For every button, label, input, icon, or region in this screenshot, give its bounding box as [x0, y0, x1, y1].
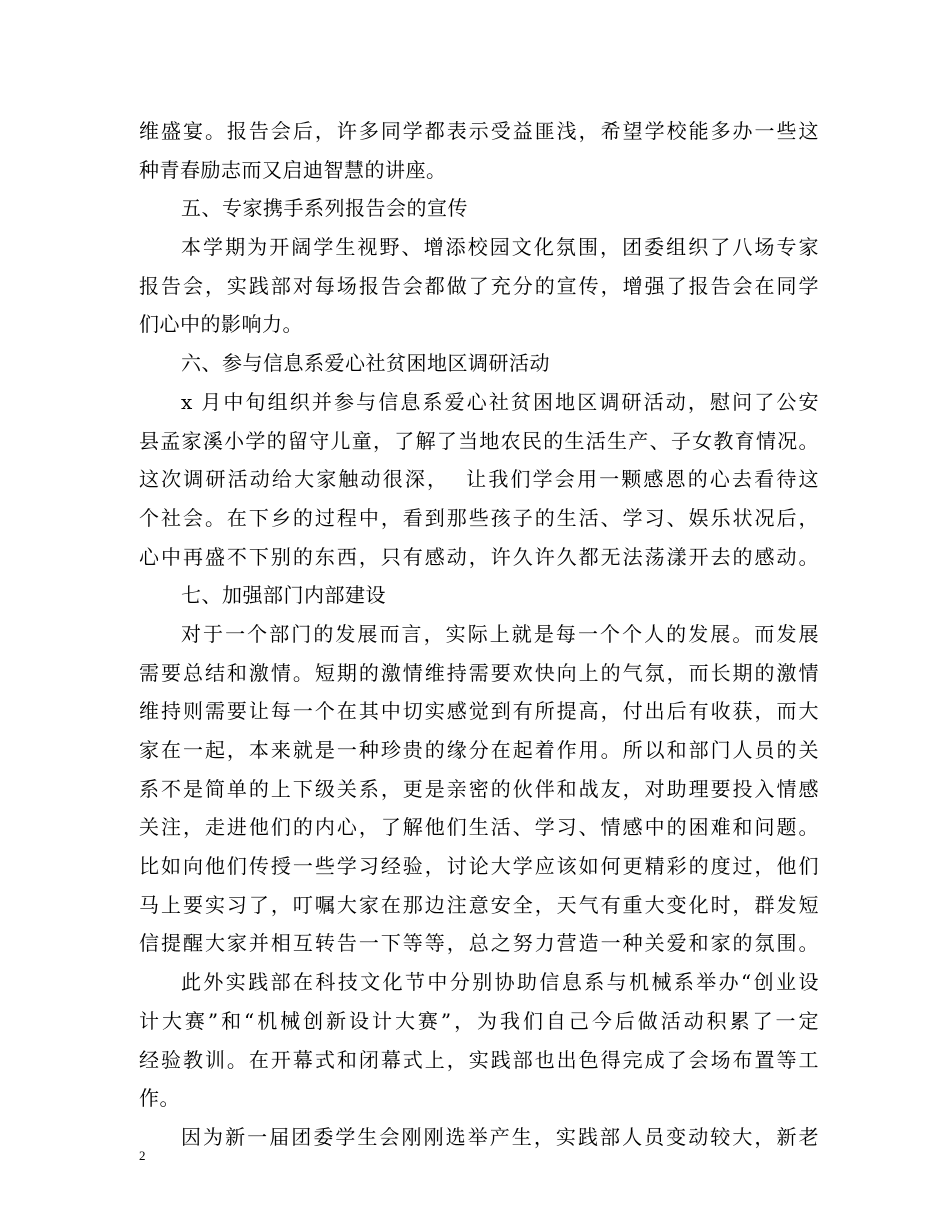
text-line: x 月中旬组织并参与信息系爱心社贫困地区调研活动，慰问了公安	[181, 389, 819, 414]
text-line: 维盛宴。报告会后，许多同学都表示受益匪浅，希望学校能多办一些这	[139, 119, 819, 143]
text-line: 关注，走进他们的内心，了解他们生活、学习、情感中的困难和问题。	[139, 815, 819, 840]
text-line: 系不是简单的上下级关系，更是亲密的伙伴和战友，对助理要投入情感	[139, 776, 819, 801]
text-line: 需要总结和激情。短期的激情维持需要欢快向上的气氛，而长期的激情	[139, 660, 819, 685]
text-line: 维持则需要让每一个在其中切实感觉到有所提高，付出后有收获，而大	[139, 699, 819, 724]
text-line: 作。	[139, 1086, 180, 1111]
text-line: 经验教训。在开幕式和闭幕式上，实践部也出色得完成了会场布置等工	[139, 1047, 819, 1072]
text-line: 计大赛”和“机械创新设计大赛”，为我们自己今后做活动积累了一定	[139, 1008, 819, 1033]
text-line: 们心中的影响力。	[139, 312, 303, 337]
page-number: 2	[139, 1148, 146, 1163]
text-line: 这次调研活动给大家触动很深， 让我们学会用一颗感恩的心去看待这	[139, 467, 819, 492]
section-heading: 六、参与信息系爱心社贫困地区调研活动	[181, 351, 550, 376]
section-heading: 五、专家携手系列报告会的宣传	[181, 196, 468, 221]
text-line: 县孟家溪小学的留守儿童，了解了当地农民的生活生产、子女教育情况。	[139, 428, 819, 453]
text-line: 报告会，实践部对每场报告会都做了充分的宣传，增强了报告会在同学	[139, 273, 819, 298]
body-text	[139, 112, 819, 1157]
text-line: 因为新一届团委学生会刚刚选举产生，实践部人员变动较大，新老	[181, 1124, 819, 1149]
text-line: 比如向他们传授一些学习经验，讨论大学应该如何更精彩的度过，他们	[139, 854, 819, 879]
text-line: 种青春励志而又启迪智慧的讲座。	[139, 157, 447, 182]
text-line: 个社会。在下乡的过程中，看到那些孩子的生活、学习、娱乐状况后，	[139, 505, 819, 530]
text-line: 家在一起，本来就是一种珍贵的缘分在起着作用。所以和部门人员的关	[139, 738, 819, 762]
section-heading: 七、加强部门内部建设	[181, 583, 386, 608]
text-line: 心中再盛不下别的东西，只有感动，许久许久都无法荡漾开去的感动。	[139, 544, 819, 569]
text-line: 对于一个部门的发展而言，实际上就是每一个个人的发展。而发展	[181, 621, 819, 646]
text-line: 本学期为开阔学生视野、增添校园文化氛围，团委组织了八场专家	[181, 235, 819, 260]
text-line: 信提醒大家并相互转告一下等等，总之努力营造一种关爱和家的氛围。	[139, 931, 819, 956]
text-line: 此外实践部在科技文化节中分别协助信息系与机械系举办“创业设	[181, 970, 819, 995]
text-line: 马上要实习了，叮嘱大家在那边注意安全，天气有重大变化时，群发短	[139, 892, 819, 917]
